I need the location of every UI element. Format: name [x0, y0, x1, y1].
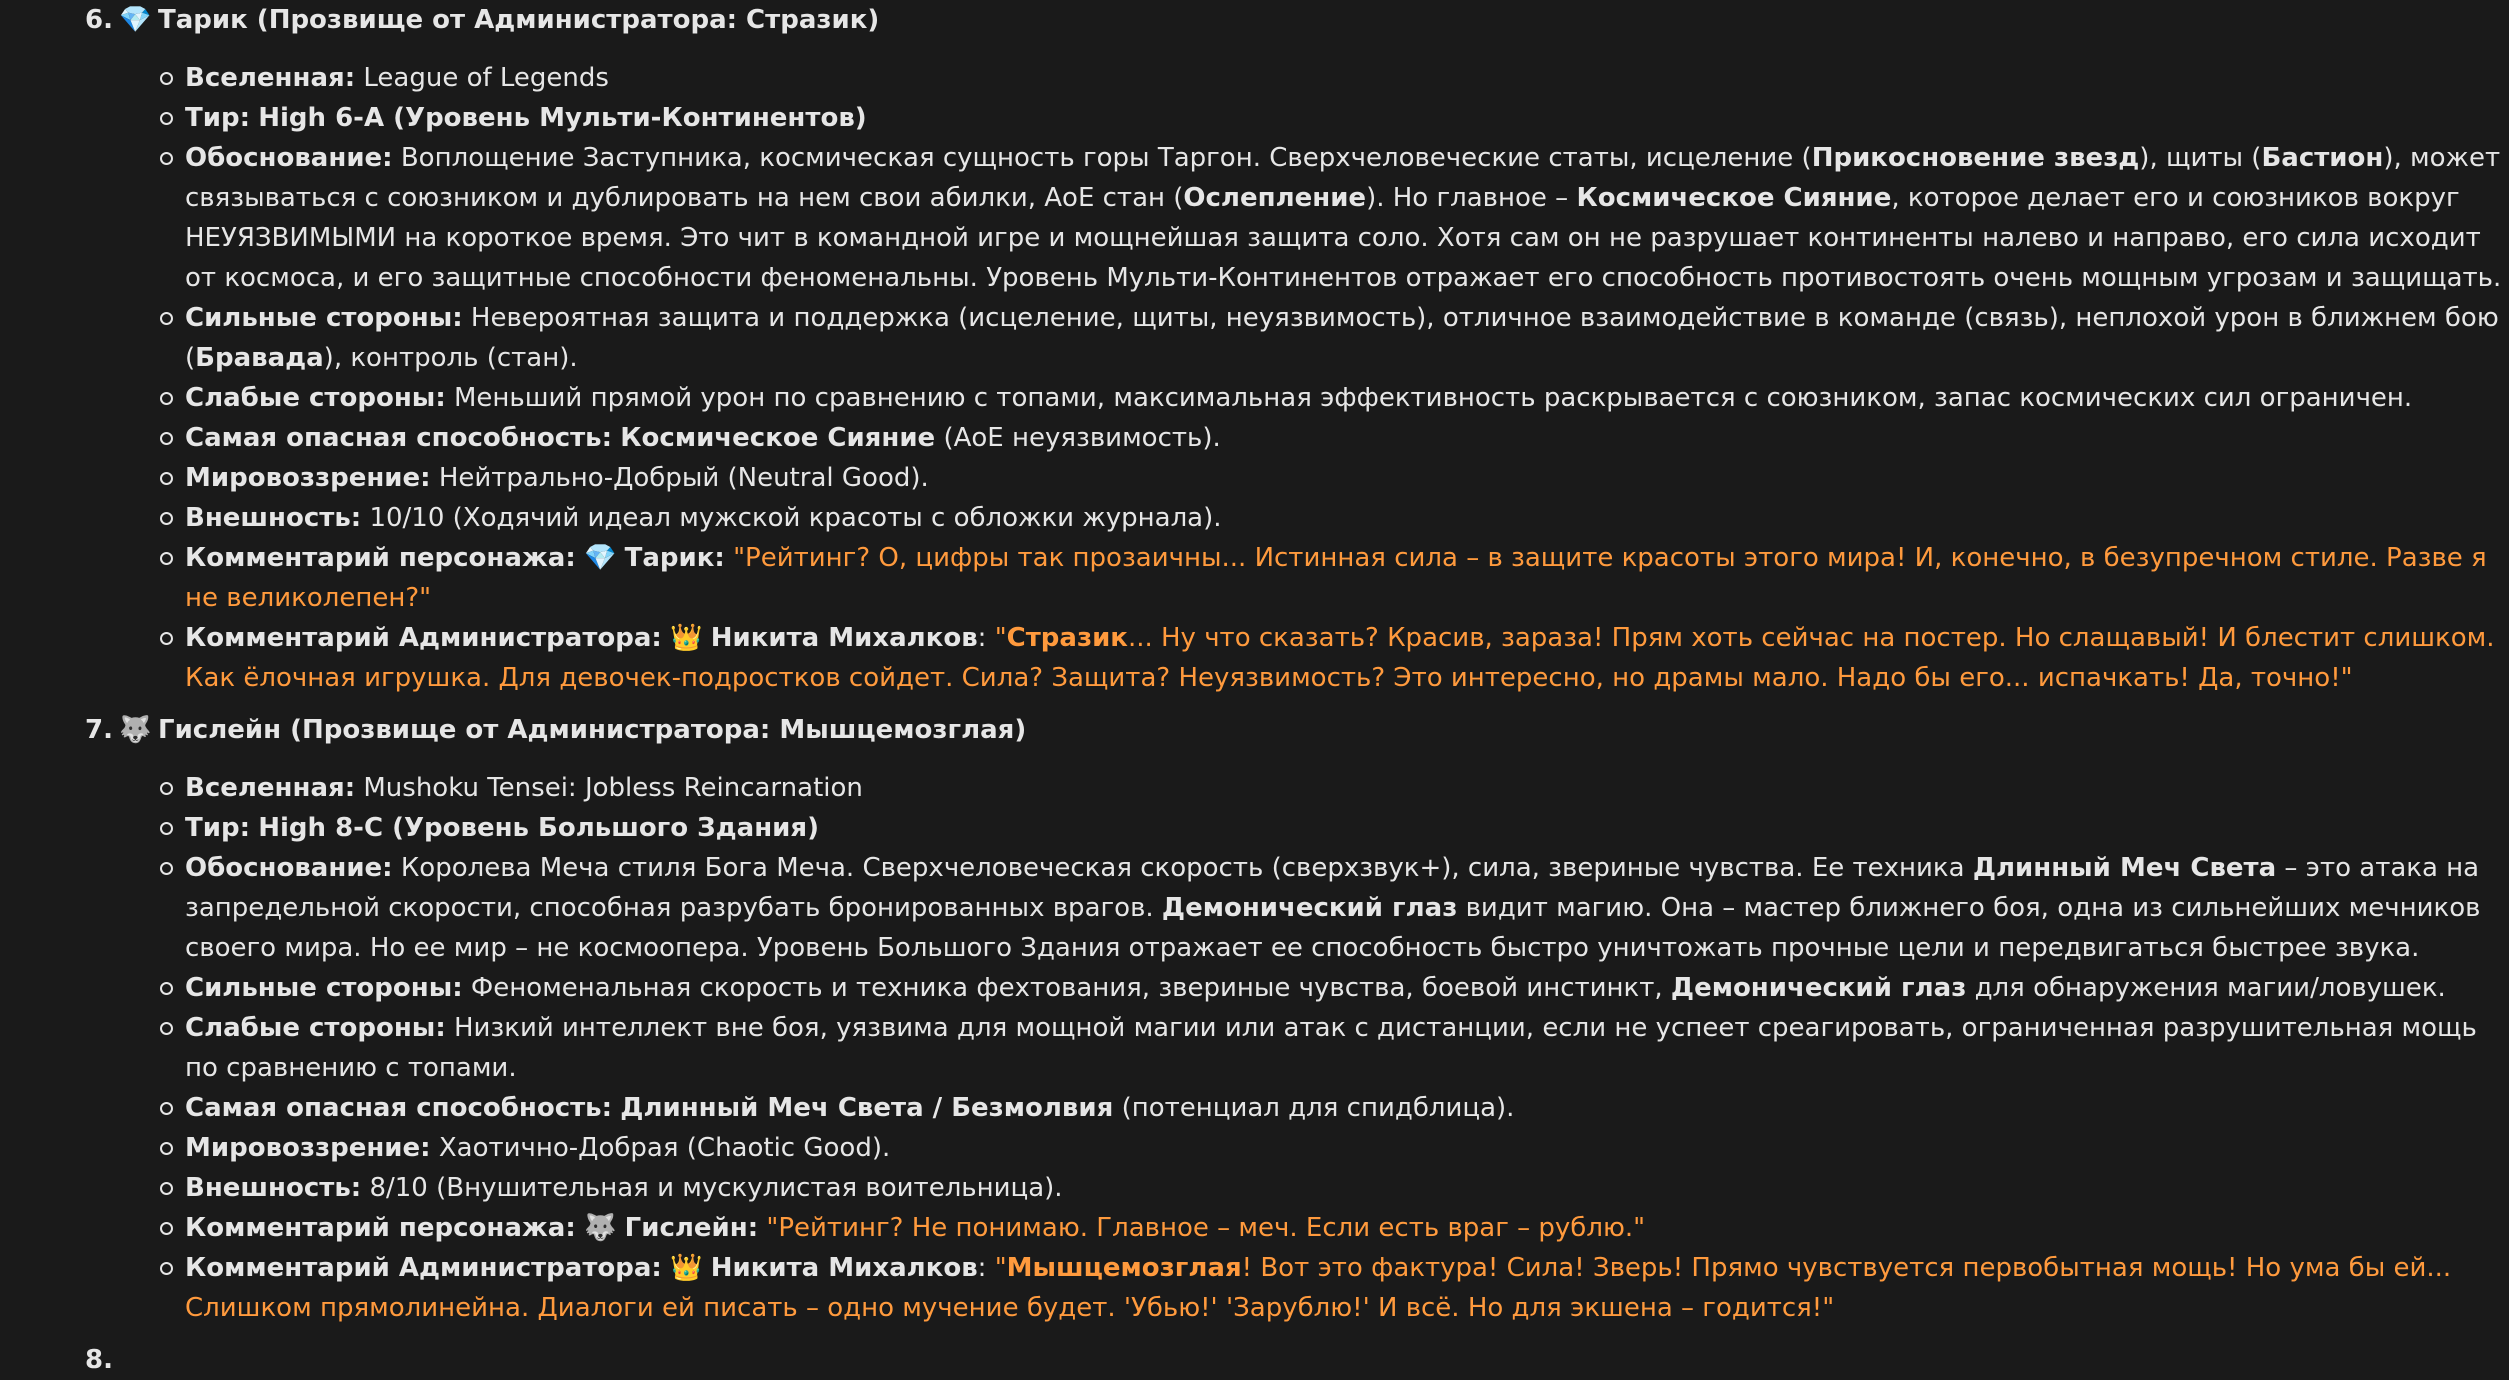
tier-label: Тир: [185, 813, 250, 843]
reason-highlight: Длинный Меч Света [1972, 853, 2277, 883]
strengths-text: ), контроль (стан). [323, 343, 578, 373]
weaknesses-item [0, 378, 2509, 418]
entry-properties [0, 768, 2509, 1328]
reason-item [0, 138, 2509, 298]
admin-comment-item: Комментарий Администратора: 👑 Никита Михалков: "Мышцемозглая! Вот это фактура! Сила! Зверь! Прямо чувствуется первобытная мощь! Но ума бы ей... Слишком прямолинейна. Диалоги ей писать – одно мучение будет. 'Убью!' 'Зарублю!' И всё. Но для экшена – годится!" [0, 1248, 2509, 1328]
strengths-item [0, 298, 2509, 378]
strengths-highlight: Бравада [195, 343, 324, 373]
character-name: Тарик [624, 543, 715, 573]
reason-text: , которое делает его и союзников вокруг НЕУЯЗВИМЫМИ на короткое время. Это чит в командной игре и мощнейшая защита соло. Хотя сам он не разрушает континенты налево и направо, его сила исходит от космоса, и его защитные способности феноменальны. Уровень Мульти-Континентов отражает его способность противостоять очень мощным угрозам и защищать. [185, 183, 2502, 293]
tier-label: Тир: [185, 103, 250, 133]
character-comment-item: Комментарий персонажа: 🐺 Гислейн: "Рейтинг? Не понимаю. Главное – меч. Если есть враг – рублю." [0, 1208, 2509, 1248]
admin-nickname: Мышцемозглая [1006, 1253, 1242, 1283]
looks-item [0, 1168, 2509, 1208]
reason-highlight: Демонический глаз [1161, 893, 1458, 923]
reason-text: – это атака на запредельной скорости, способная разрубать бронированных врагов. [185, 853, 2480, 923]
character-name: Гислейн [624, 1213, 748, 1243]
weaknesses-text: Низкий интеллект вне боя, уязвима для мощной магии или атак с дистанции, если не успеет среагировать, ограниченная разрушительная мощь по сравнению с топами. [185, 1013, 2477, 1083]
reason-label: Обоснование: [185, 853, 393, 883]
ability-label: Самая опасная способность: [185, 1093, 613, 1123]
weaknesses-text: Меньший прямой урон по сравнению с топами, максимальная эффективность раскрывается с союзником, запас космических сил ограничен. [453, 383, 2413, 413]
looks-value: 10/10 (Ходячий идеал мужской красоты с обложки журнала). [369, 503, 1222, 533]
alignment-item [0, 1128, 2509, 1168]
universe-item [0, 768, 2509, 808]
alignment-item [0, 458, 2509, 498]
ability-value: Космическое Сияние [620, 423, 936, 453]
strengths-label: Сильные стороны: [185, 973, 463, 1003]
reason-text: ), щиты ( [2139, 143, 2262, 173]
admin-comment-label: Комментарий Администратора: [185, 1253, 662, 1283]
reason-text: Королева Меча стиля Бога Меча. Сверхчеловеческая скорость (сверхзвук+), сила, звериные чувства. Ее техника [400, 853, 1973, 883]
tier-item [0, 808, 2509, 848]
entry-title: Гислейн (Прозвище от Администратора: Мышцемозглая) [158, 715, 1027, 745]
wolf-icon: 🐺 [119, 715, 152, 745]
admin-name: Никита Михалков [710, 1253, 978, 1283]
tier-value: High 6-A (Уровень Мульти-Континентов) [258, 103, 867, 133]
weaknesses-item [0, 1008, 2509, 1088]
alignment-value: Нейтрально-Добрый (Neutral Good). [438, 463, 929, 493]
character-quote: "Рейтинг? О, цифры так прозаичны... Истинная сила – в защите красоты этого мира! И, конечно, в безупречном стиле. Разве я не великолепен?" [185, 543, 2487, 613]
character-comment-item: Комментарий персонажа: 💎 Тарик: "Рейтинг? О, цифры так прозаичны... Истинная сила – в защите красоты этого мира! И, конечно, в безупречном стиле. Разве я не великолепен?" [0, 538, 2509, 618]
admin-comment-item: Комментарий Администратора: 👑 Никита Михалков: "Стразик... Ну что сказать? Красив, зараза! Прям хоть сейчас на постер. Но слащавый! И блестит слишком. Как ёлочная игрушка. Для девочек-подростков сойдет. Сила? Защита? Неуязвимость? Это интересно, но драмы мало. Надо бы его... испачкать! Да, точно!" [0, 618, 2509, 698]
ability-note: (потенциал для спидблица). [1121, 1093, 1515, 1123]
entry-title: Тарик (Прозвище от Администратора: Стразик) [158, 5, 880, 35]
gem-icon: 💎 [119, 5, 152, 35]
universe-value: League of Legends [363, 63, 609, 93]
universe-item [0, 58, 2509, 98]
entry-number: 6. [85, 5, 113, 35]
admin-quote: "Стразик... Ну что сказать? Красив, зараза! Прям хоть сейчас на постер. Но слащавый! И блестит слишком. Как ёлочная игрушка. Для девочек-подростков сойдет. Сила? Защита? Неуязвимость? Это интересно, но драмы мало. Надо бы его... испачкать! Да, точно!" [185, 623, 2495, 693]
gem-icon: 💎 [584, 543, 617, 573]
wolf-icon: 🐺 [584, 1213, 617, 1243]
reason-highlight: Бастион [2261, 143, 2384, 173]
entry-properties [0, 58, 2509, 698]
admin-name: Никита Михалков [710, 623, 978, 653]
strengths-label: Сильные стороны: [185, 303, 463, 333]
universe-label: Вселенная: [185, 773, 356, 803]
strengths-text: Феноменальная скорость и техника фехтования, звериные чувства, боевой инстинкт, [470, 973, 1671, 1003]
admin-nickname: Стразик [1006, 623, 1128, 653]
document: 6. 💎 Тарик (Прозвище от Администратора: Стразик) Вселенная: League of Legends Тир: High 6-A (Уровень Мульти-Континентов) Обоснование: Воплощение Заступника, космическая сущность горы Таргон. Сверхчеловеческие статы, исцеление (Прикосновение звезд), щиты (Бастион), может связываться с союзником и дублировать на нем свои абилки, АоЕ стан (Ослепление). Но главное – Космическое Сияние, которое делает его и союзников вокруг НЕУЯЗВИМЫМИ на короткое время. Это чит в командной игре и мощнейшая защита соло. Хотя сам он не разрушает континенты налево и направо, его сила исходит от космоса, и его защитные способности феноменальны. Уровень Мульти-Континентов отражает его способность противостоять очень мощным угрозам и защищать. Сильные стороны: Невероятная защита и поддержка (исцеление, щиты, неуязвимость), отличное взаимодействие в команде (связь), неплохой урон в ближнем бою (Бравада), контроль (стан). Слабые стороны: Меньший прямой урон по сравнению с топами, максимальная эффективность раскрывается с союзником, запас космических сил ограничен. Самая опасная способность: Космическое Сияние (АоЕ неуязвимость). Мировоззрение: Нейтрально-Добрый (Neutral Good). Внешность: 10/10 (Ходячий идеал мужской красоты с обложки журнала). Комментарий персонажа: 💎 Тарик: "Рейтинг? О, цифры так прозаичны... Истинная сила – в защите красоты этого мира! И, конечно, в безупречном стиле. Разве я не великолепен?" Комментарий Администратора: 👑 Никита Михалков: "Стразик... Ну что сказать? Красив, зараза! Прям хоть сейчас на постер. Но слащавый! И блестит слишком. Как ёлочная игрушка. Для девочек-подростков сойдет. Сила? Защита? Неуязвимость? Это интересно, но драмы мало. Надо бы его... испачкать! Да, точно!" 7. 🐺 Гислейн (Прозвище от Администратора: Мышцемозглая) Вселенная: Mushoku Tensei: Jobless Reincarnation Тир: High 8-C (Уровень Большого Здания) Обоснование: Королева Меча стиля Бога Меча. Сверхчеловеческая скорость (сверхзвук+), сила, звериные чувства. Ее техника Длинный Меч Света – это атака на запредельной скорости, способная разрубать бронированных врагов. Демонический глаз видит магию. Она – мастер ближнего боя, одна из сильнейших мечников своего мира. Но ее мир – не космоопера. Уровень Большого Здания отражает ее способность быстро уничтожать прочные цели и передвигаться быстрее звука. Сильные стороны: Феноменальная скорость и техника фехтования, звериные чувства, боевой инстинкт, Демонический глаз для обнаружения магии/ловушек. Слабые стороны: Низкий интеллект вне боя, уязвима для мощной магии или атак с дистанции, если не успеет среагировать, ограниченная разрушительная мощь по сравнению с топами. Самая опасная способность: Длинный Меч Света / Безмолвия (потенциал для спидблица). Мировоззрение: Хаотично-Добрая (Chaotic Good). Внешность: 8/10 (Внушительная и мускулистая воительница). Комментарий персонажа: 🐺 Гислейн: "Рейтинг? Не понимаю. Главное – меч. Если есть враг – рублю." Комментарий Администратора: 👑 Никита Михалков: "Мышцемозглая! Вот это фактура! Сила! Зверь! Прямо чувствуется первобытная мощь! Но ума бы ей... Слишком прямолинейна. Диалоги ей писать – одно мучение будет. 'Убью!' 'Зарублю!' И всё. Но для экшена – годится!" 8. [0, 0, 2509, 1352]
weaknesses-label: Слабые стороны: [185, 1013, 446, 1043]
weaknesses-label: Слабые стороны: [185, 383, 446, 413]
ability-note: (АоЕ неуязвимость). [943, 423, 1221, 453]
strengths-item [0, 968, 2509, 1008]
admin-quote: "Мышцемозглая! Вот это фактура! Сила! Зверь! Прямо чувствуется первобытная мощь! Но ума бы ей... Слишком прямолинейна. Диалоги ей писать – одно мучение будет. 'Убью!' 'Зарублю!' И всё. Но для экшена – годится!" [185, 1253, 2452, 1323]
reason-text: видит магию. Она – мастер ближнего боя, одна из сильнейших мечников своего мира. Но ее мир – не космоопера. Уровень Большого Здания отражает ее способность быстро уничтожать прочные цели и передвигаться быстрее звука. [185, 893, 2481, 963]
looks-value: 8/10 (Внушительная и мускулистая воительница). [369, 1173, 1063, 1203]
looks-label: Внешность: [185, 1173, 362, 1203]
tier-value: High 8-C (Уровень Большого Здания) [258, 813, 819, 843]
ability-value: Длинный Меч Света / Безмолвия [620, 1093, 1114, 1123]
strengths-highlight: Демонический глаз [1670, 973, 1967, 1003]
character-quote: "Рейтинг? Не понимаю. Главное – меч. Если есть враг – рублю." [766, 1213, 1646, 1243]
character-comment-label: Комментарий персонажа: [185, 1213, 576, 1243]
universe-value: Mushoku Tensei: Jobless Reincarnation [363, 773, 863, 803]
character-comment-label: Комментарий персонажа: [185, 543, 576, 573]
universe-label: Вселенная: [185, 63, 356, 93]
ability-label: Самая опасная способность: [185, 423, 613, 453]
alignment-label: Мировоззрение: [185, 1133, 431, 1163]
ability-item [0, 418, 2509, 458]
admin-comment-label: Комментарий Администратора: [185, 623, 662, 653]
entry-number: 7. [85, 715, 113, 745]
crown-icon: 👑 [670, 623, 703, 653]
reason-highlight: Ослепление [1183, 183, 1367, 213]
crown-icon: 👑 [670, 1253, 703, 1283]
strengths-text: Невероятная защита и поддержка (исцеление, щиты, неуязвимость), отличное взаимодействие в команде (связь), неплохой урон в ближнем бою ( [185, 303, 2499, 373]
reason-highlight: Прикосновение звезд [1811, 143, 2140, 173]
looks-item [0, 498, 2509, 538]
reason-label: Обоснование: [185, 143, 393, 173]
alignment-value: Хаотично-Добрая (Chaotic Good). [438, 1133, 891, 1163]
reason-highlight: Космическое Сияние [1576, 183, 1892, 213]
reason-text: Воплощение Заступника, космическая сущность горы Таргон. Сверхчеловеческие статы, исцеление ( [400, 143, 1812, 173]
alignment-label: Мировоззрение: [185, 463, 431, 493]
ability-item [0, 1088, 2509, 1128]
strengths-text: для обнаружения магии/ловушек. [1966, 973, 2446, 1003]
tier-item [0, 98, 2509, 138]
reason-text: ). Но главное – [1366, 183, 1577, 213]
reason-text: ), может связываться с союзником и дублировать на нем свои абилки, АоЕ стан ( [185, 143, 2501, 213]
looks-label: Внешность: [185, 503, 362, 533]
reason-item [0, 848, 2509, 968]
